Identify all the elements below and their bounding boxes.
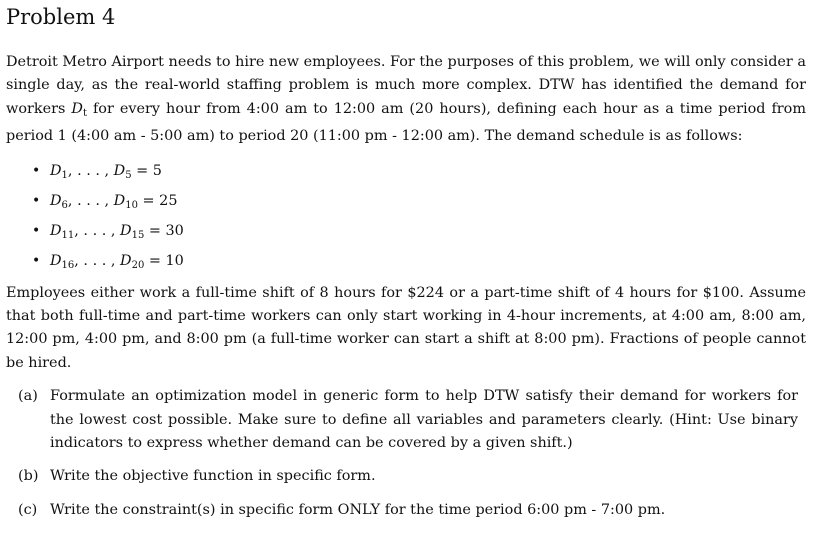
demand-item: • $D_{11}$, . . . , $D_{15} = 30$: [6, 216, 806, 246]
question-part: [6, 499, 806, 522]
demand-variable: $D_t$: [71, 100, 87, 119]
question-parts: [6, 385, 806, 522]
intro-text-rest: for every hour from 4:00 am to 12:00 am (20 hours), defining each hour as a time period from period 1 (4:00 am - 5:00 am) to period 20 (11:00 pm - 12:00 am). The demand schedule is as follows:: [6, 100, 806, 145]
part-label: (a): [18, 388, 38, 405]
bullet-icon: •: [32, 162, 41, 179]
part-label: (c): [18, 501, 38, 518]
question-part: [6, 465, 806, 488]
demand-item: • $D_6$, . . . , $D_{10} = 25$: [6, 186, 806, 216]
part-text: Write the constraint(s) in specific form ONLY for the time period 6:00 pm - 7:00 pm.: [50, 501, 666, 518]
bullet-icon: •: [32, 192, 41, 209]
intro-paragraph: [6, 51, 806, 149]
problem-title: Problem 4: [6, 5, 116, 29]
part-text: Write the objective function in specific form.: [50, 468, 376, 485]
part-text: Formulate an optimization model in generic form to help DTW satisfy their demand for workers for the lowest cost possible. Make sure to define all variables and parameters clearly. (Hint: Use binary indicators to express whether demand can be covered by a given shift.): [50, 388, 798, 452]
document: [6, 0, 806, 532]
part-label: (b): [18, 468, 39, 485]
demand-schedule-list: [6, 156, 806, 276]
demand-item: • $D_1$, . . . , $D_5 = 5$: [6, 156, 806, 186]
bullet-icon: •: [32, 252, 41, 269]
bullet-icon: •: [32, 222, 41, 239]
employees-paragraph: Employees either work a full-time shift of 8 hours for $224 or a part-time shift of 4 hours for $100. Assume that both full-time and part-time workers can only start working in 4-hour increments, at 4:00 am, 8:00 am, 12:00 pm, 4:00 pm, and 8:00 pm (a full-time worker can start a shift at 8:00 pm). Fractions of people cannot be hired.: [6, 284, 806, 371]
demand-item: • $D_{16}$, . . . , $D_{20} = 10$: [6, 246, 806, 276]
question-part: [6, 385, 806, 455]
intro-text: Detroit Metro Airport needs to hire new employees. For the purposes of this problem, we will only consider a single day, as the real-world staffing problem is much more complex. DTW has identified the demand for workers: [6, 54, 806, 117]
